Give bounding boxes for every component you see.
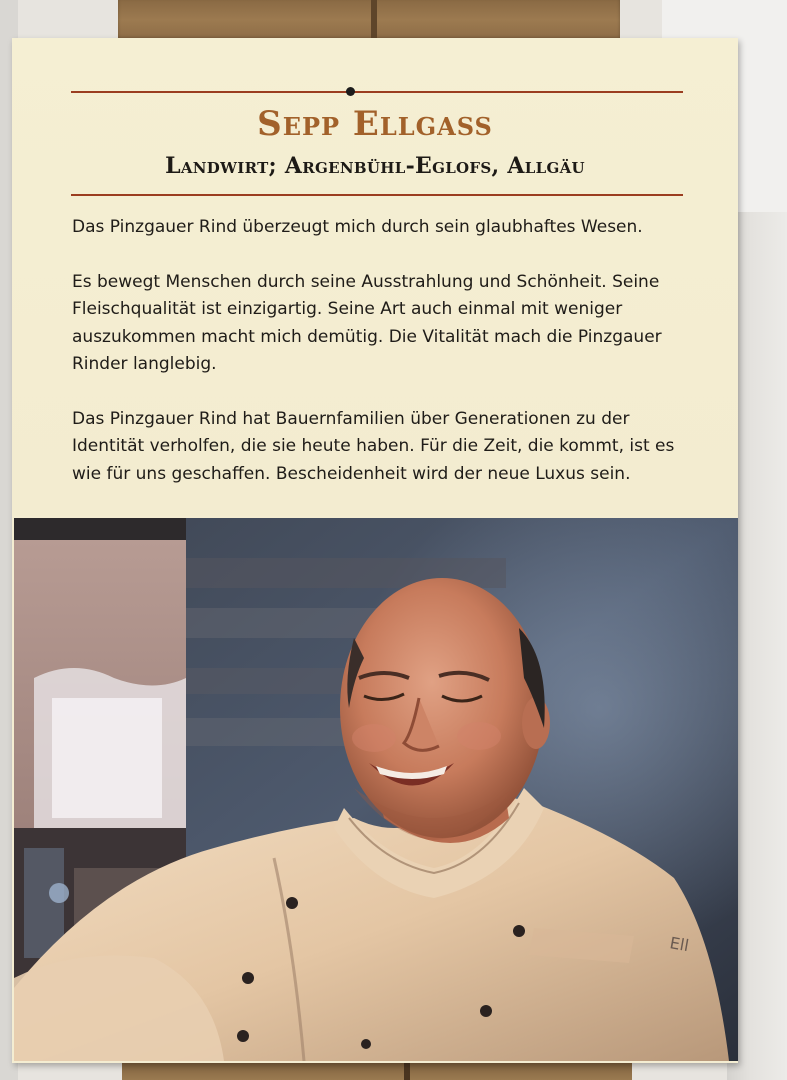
portrait-photo <box>14 518 738 1061</box>
paragraph-3: Das Pinzgauer Rind hat Bauernfamilien über Generationen zu der Identität verholfen, die sie heute haben. Für die Zeit, die kommt, ist es wie für uns geschaffen. Bescheidenheit wird der neue Luxus sein. <box>72 408 675 484</box>
bottom-rule <box>71 194 683 196</box>
portrait-illustration <box>14 518 738 1061</box>
poster-role: Landwirt; Argenbühl-Eglofs, Allgäu <box>165 153 585 179</box>
poster-body <box>72 214 684 515</box>
easel-beam-seam <box>371 0 377 40</box>
paragraph-2: Es bewegt Menschen durch seine Ausstrahlung und Schönheit. Seine Fleischqualität ist einzigartig. Seine Art auch einmal mit weniger auszukommen macht mich demütig. Die Vitalität mach die Pinzgauer Rinder langlebig. <box>72 271 662 374</box>
easel-top-beam <box>118 0 620 40</box>
top-rule <box>71 91 683 93</box>
easel-bottom-beam <box>122 1060 632 1080</box>
poster-text-panel <box>12 38 738 516</box>
sleeve-embroidery: Ell <box>668 933 691 956</box>
poster-name: Sepp Ellgass <box>257 104 493 144</box>
pin-dot <box>346 87 355 96</box>
poster-board <box>12 38 738 1063</box>
paragraph-1: Das Pinzgauer Rind überzeugt mich durch sein glaubhaftes Wesen. <box>72 217 643 237</box>
easel-bottom-seam <box>404 1060 410 1080</box>
